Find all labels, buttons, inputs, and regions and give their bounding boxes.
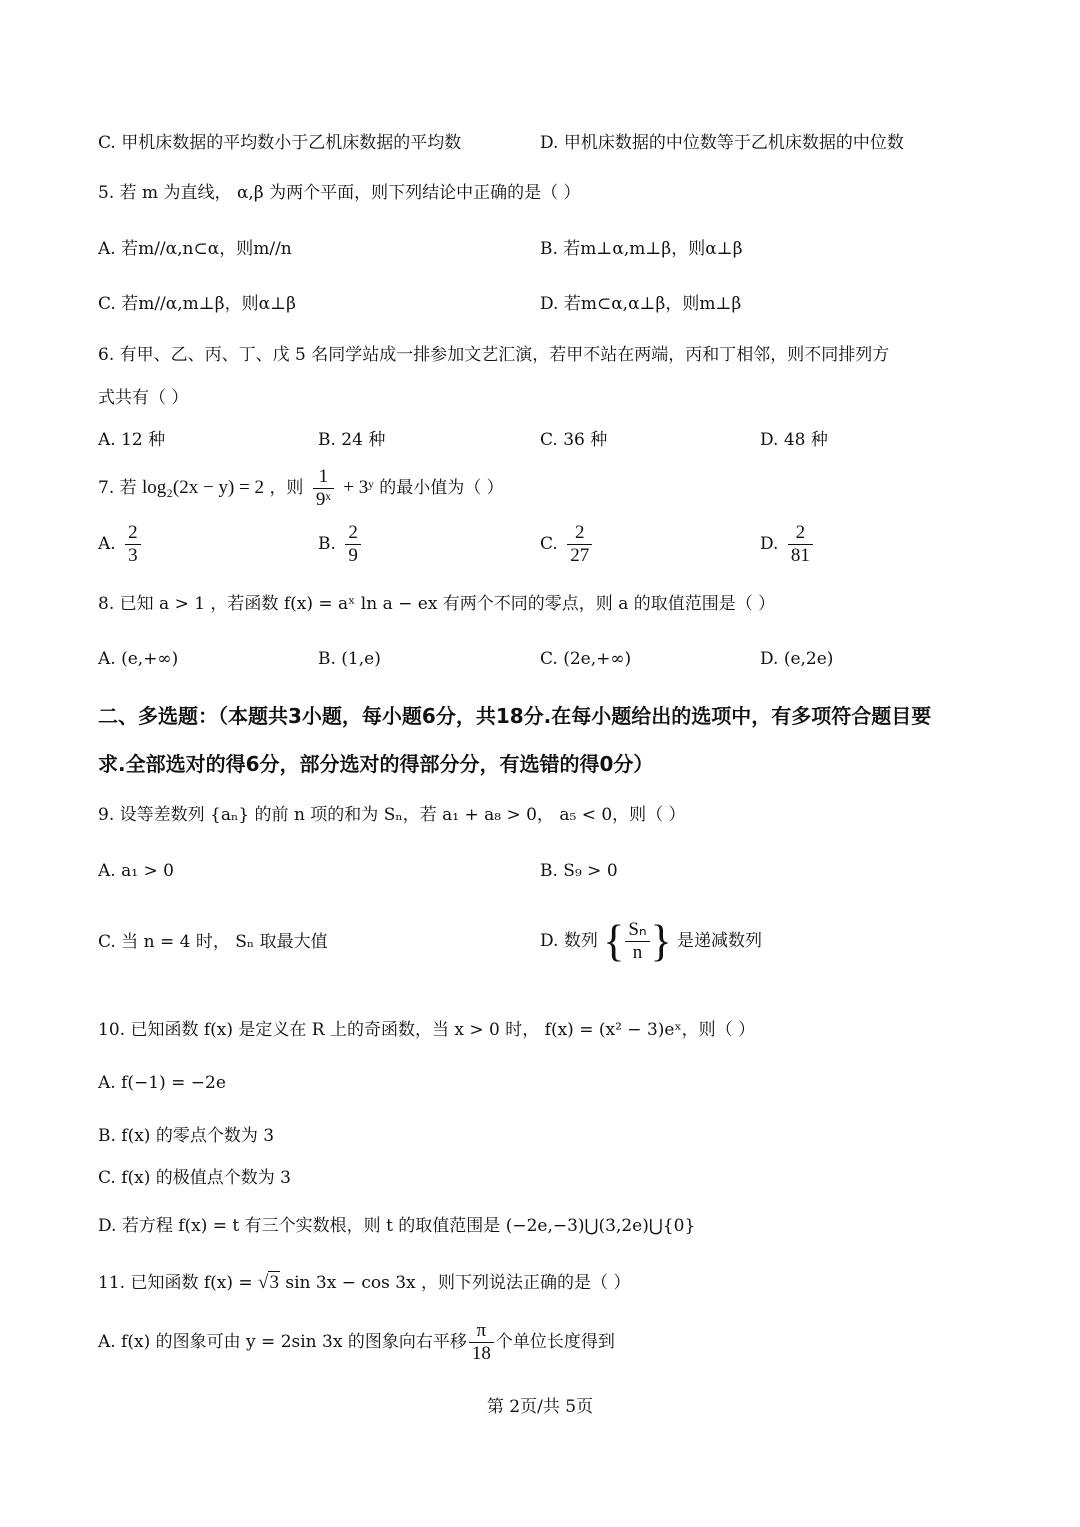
q7-stem-mid: ，则	[269, 478, 304, 498]
q5-option-c: C. 若m//α,m⊥β，则α⊥β	[98, 294, 296, 314]
q7-option-b-den: 9	[345, 544, 361, 567]
q7-option-a	[98, 522, 145, 567]
q8-stem: 8. 已知 a > 1 ，若函数 f(x) = aˣ ln a − ex 有两个不同的零点，则 a 的取值范围是（ ）	[98, 594, 776, 614]
section2-heading-line1: 二、多选题：（本题共3小题，每小题6分，共18分.在每小题给出的选项中，有多项符合题目要	[98, 704, 932, 728]
q9-option-d-den: n	[625, 941, 649, 964]
q10-option-c: C. f(x) 的极值点个数为 3	[98, 1168, 291, 1188]
q7-option-d-den: 81	[788, 544, 813, 567]
q7-option-c-num: 2	[574, 522, 585, 543]
q7-fraction-denominator: 9ˣ	[313, 488, 334, 511]
q7-option-d	[760, 522, 817, 567]
q7-option-b-num: 2	[348, 522, 358, 543]
q7-option-b	[318, 522, 365, 567]
q9-option-d-num: Sₙ	[628, 919, 647, 940]
q7-option-c-label: C.	[540, 534, 558, 554]
q7-option-a-num: 2	[128, 522, 138, 543]
q5-option-d: D. 若m⊂α,α⊥β，则m⊥β	[540, 294, 742, 314]
q8-option-a: A. (e,+∞)	[98, 649, 179, 669]
q9-option-b: B. S₉ > 0	[540, 861, 618, 881]
q7-log-expression: log₂(2x − y) = 2	[142, 477, 265, 498]
q7-option-c	[540, 522, 596, 567]
q7-stem-prefix: 7. 若	[98, 478, 137, 498]
q9-option-c: C. 当 n = 4 时， Sₙ 取最大值	[98, 932, 328, 952]
q9-option-d-suffix: 是递减数列	[677, 931, 763, 951]
q4-option-c: C. 甲机床数据的平均数小于乙机床数据的平均数	[98, 133, 462, 153]
q5-stem: 5. 若 m 为直线， α,β 为两个平面，则下列结论中正确的是（ ）	[98, 183, 581, 203]
q9-option-d-prefix: D. 数列	[540, 931, 598, 951]
q6-option-a: A. 12 种	[98, 430, 166, 450]
right-brace-icon: }	[650, 916, 672, 966]
q7-option-c-den: 27	[567, 544, 592, 567]
page-number: 第 2页/共 5页	[486, 1397, 594, 1417]
q10-option-b: B. f(x) 的零点个数为 3	[98, 1126, 275, 1146]
q6-option-c: C. 36 种	[540, 430, 608, 450]
q11-option-a-prefix: A. f(x) 的图象可由 y = 2sin 3x 的图象向右平移	[98, 1332, 467, 1352]
q7-fraction-numerator: 1	[318, 466, 329, 487]
q9-option-d	[540, 912, 762, 970]
q11-option-a-num: π	[476, 1320, 487, 1341]
q10-option-d: D. 若方程 f(x) = t 有三个实数根，则 t 的取值范围是 (−2e,−3)⋃(3,2e)⋃{0}	[98, 1216, 696, 1236]
q7-option-d-num: 2	[795, 522, 806, 543]
sqrt-icon: √3	[258, 1272, 279, 1293]
q7-option-d-label: D.	[760, 534, 779, 554]
q7-option-b-label: B.	[318, 534, 336, 554]
q8-option-b: B. (1,e)	[318, 649, 381, 669]
q7-stem-suffix: 的最小值为（ ）	[379, 478, 504, 498]
left-brace-icon: {	[603, 916, 625, 966]
q11-option-a-den: 18	[469, 1342, 494, 1365]
q7-plus-term: + 3ʸ	[343, 477, 374, 498]
q5-option-a: A. 若m//α,n⊂α，则m//n	[98, 239, 292, 259]
q11-option-a-suffix: 个单位长度得到	[495, 1332, 615, 1352]
q11-option-a	[98, 1318, 615, 1366]
q11-sqrt-value: 3	[269, 1272, 279, 1293]
q11-stem-prefix: 11. 已知函数 f(x) =	[98, 1273, 259, 1293]
q6-option-d: D. 48 种	[760, 430, 828, 450]
q7-stem	[98, 466, 504, 511]
q5-option-b: B. 若m⊥α,m⊥β，则α⊥β	[540, 239, 743, 259]
q8-option-c: C. (2e,+∞)	[540, 649, 632, 669]
q7-option-a-label: A.	[98, 534, 116, 554]
q10-stem: 10. 已知函数 f(x) 是定义在 R 上的奇函数，当 x > 0 时， f(x) = (x² − 3)eˣ，则（ ）	[98, 1020, 756, 1040]
q11-stem	[98, 1271, 630, 1295]
q7-option-a-den: 3	[125, 544, 141, 567]
q6-option-b: B. 24 种	[318, 430, 386, 450]
q6-stem-line1: 6. 有甲、乙、丙、丁、戊 5 名同学站成一排参加文艺汇演，若甲不站在两端，丙和丁相邻，则不同排列方	[98, 345, 890, 365]
q11-stem-suffix: sin 3x − cos 3x ，则下列说法正确的是（ ）	[285, 1273, 631, 1293]
q9-stem: 9. 设等差数列 {aₙ} 的前 n 项的和为 Sₙ，若 a₁ + a₈ > 0， a₅ < 0，则（ ）	[98, 805, 686, 825]
q9-option-a: A. a₁ > 0	[98, 861, 174, 881]
q10-option-a: A. f(−1) = −2e	[98, 1073, 226, 1093]
section2-heading-line2: 求.全部选对的得6分，部分选对的得部分分，有选错的得0分）	[98, 752, 654, 776]
q4-option-d: D. 甲机床数据的中位数等于乙机床数据的中位数	[540, 133, 904, 153]
q8-option-d: D. (e,2e)	[760, 649, 834, 669]
q6-stem-line2: 式共有（ ）	[98, 388, 189, 408]
q7-fraction	[313, 466, 334, 511]
